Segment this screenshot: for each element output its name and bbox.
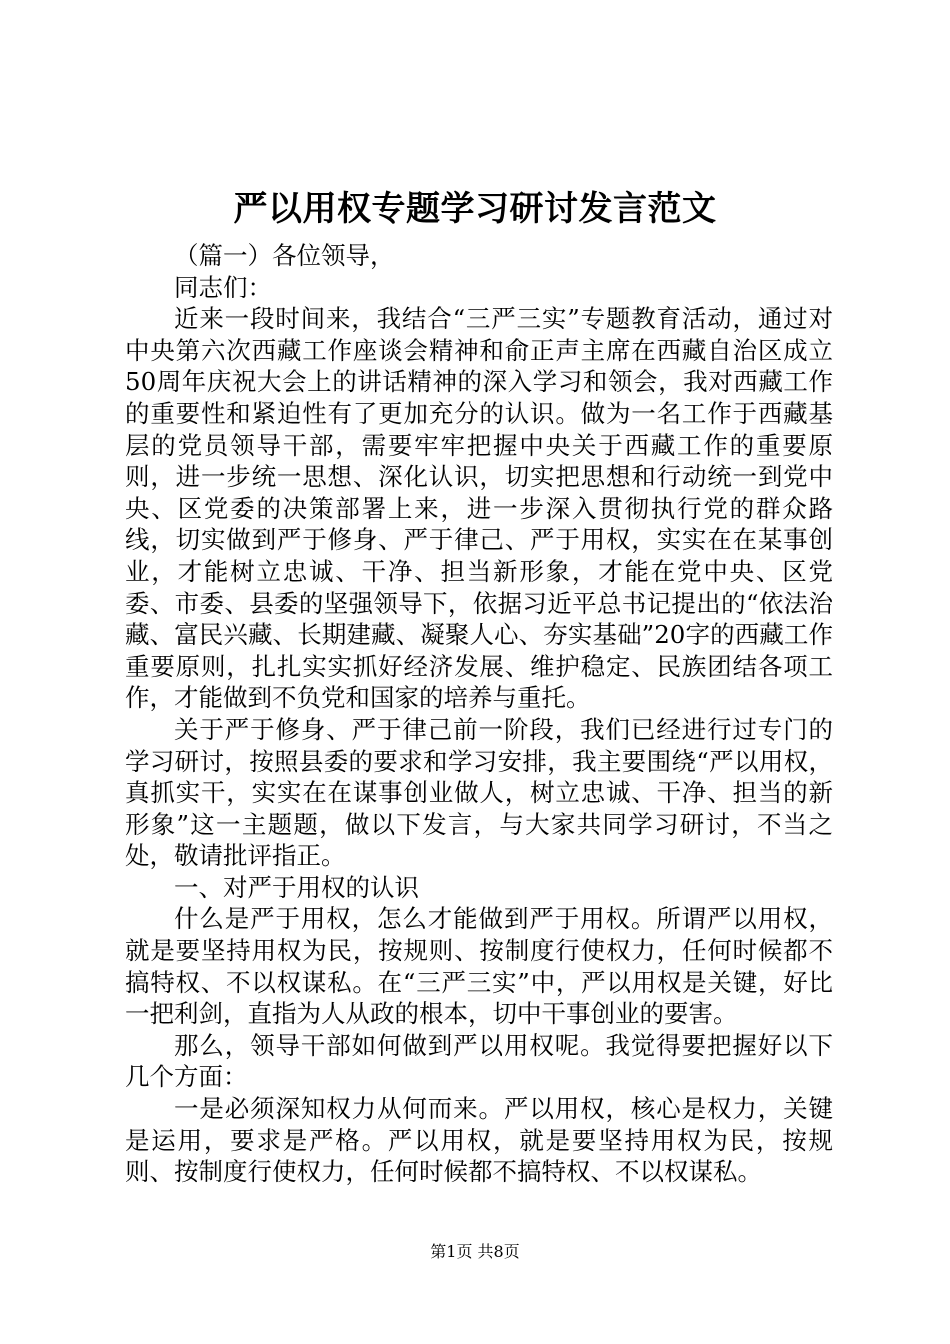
document-title: 严以用权专题学习研讨发言范文 [233, 189, 717, 229]
paragraph-salutation: （篇一）各位领导， [174, 241, 395, 270]
paragraph-definition: 什么是严于用权，怎么才能做到严于用权。所谓严以用权，就是要坚持用权为民，按规则、按制度行使权力，任何时候都不搞特权、不以权谋私。在“三严三实”中，严以用权是关键，好比一把利剑，直指为人从政的根本，切中干事创业的要害。 [125, 904, 833, 1029]
section-heading: 一、对严于用权的认识 [174, 872, 419, 902]
paragraph-question: 那么，领导干部如何做到严以用权呢。我觉得要把握好以下几个方面： [125, 1030, 833, 1092]
document-body [125, 240, 833, 1188]
paragraph-intro: 近来一段时间来，我结合“三严三实”专题教育活动，通过对中央第六次西藏工作座谈会精神和俞正声主席在西藏自治区成立50周年庆祝大会上的讲话精神的深入学习和领会，我对西藏工作的重要性和紧迫性有了更加充分的认识。做为一名工作于西藏基层的党员领导干部，需要牢牢把握中央关于西藏工作的重要原则，进一步统一思想、深化认识，切实把思想和行动统一到党中央、区党委的决策部署上来，进一步深入贯彻执行党的群众路线，切实做到严于修身、严于律己、严于用权，实实在在某事创业，才能树立忠诚、干净、担当新形象，才能在党中央、区党委、市委、县委的坚强领导下，依据习近平总书记提出的“依法治藏、富民兴藏、长期建藏、凝聚人心、夯实基础”20字的西藏工作重要原则，扎扎实实抓好经济发展、维护稳定、民族团结各项工作，才能做到不负党和国家的培养与重托。 [125, 304, 833, 713]
paragraph-greeting: 同志们： [174, 272, 272, 302]
paragraph-topic: 关于严于修身、严于律己前一阶段，我们已经进行过专门的学习研讨，按照县委的要求和学习安排，我主要围绕“严以用权，真抓实干，实实在在谋事创业做人，树立忠诚、干净、担当的新形象”这一主题题，做以下发言，与大家共同学习研讨，不当之处，敬请批评指正。 [125, 714, 833, 871]
page-number-footer: 第1页 共8页 [430, 1242, 520, 1261]
paragraph-point-one: 一是必须深知权力从何而来。严以用权，核心是权力，关键是运用，要求是严格。严以用权，就是要坚持用权为民，按规则、按制度行使权力，任何时候都不搞特权、不以权谋私。 [125, 1094, 833, 1187]
